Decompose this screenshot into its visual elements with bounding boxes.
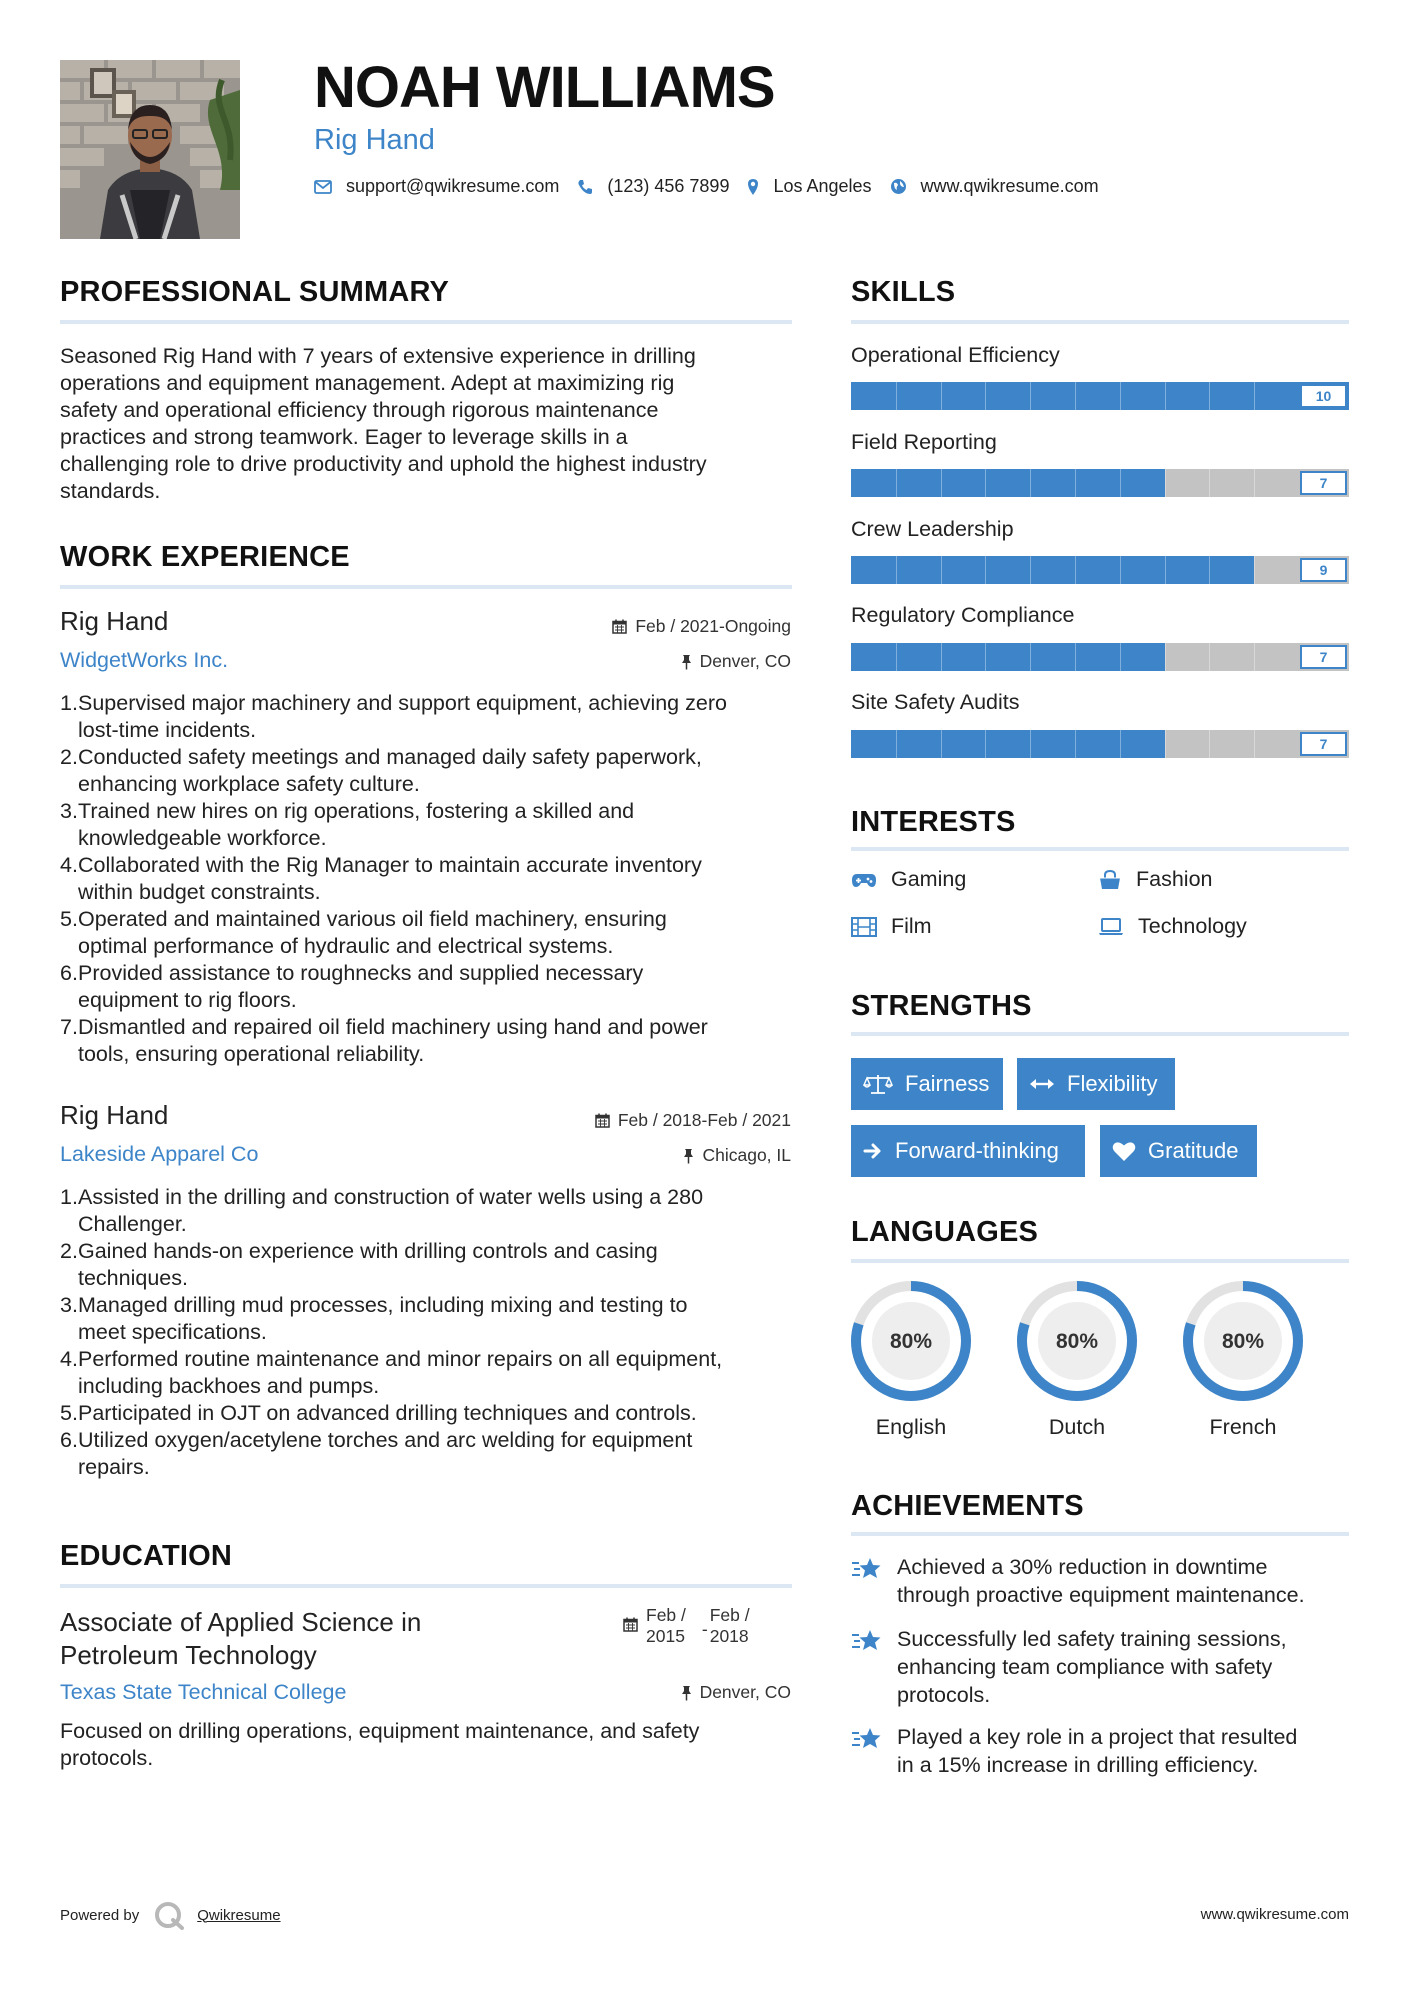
arrows-horizontal-icon <box>1029 1077 1055 1091</box>
bullet-number: 2. <box>60 745 78 769</box>
calendar-icon <box>595 1113 610 1128</box>
language-gauge-french <box>1181 1279 1305 1403</box>
skill-bar-fill <box>851 556 1254 584</box>
list-item <box>60 1427 800 1481</box>
date-end-year: 2018 <box>709 1626 749 1646</box>
shooting-star-icon <box>851 1725 883 1753</box>
skill-bar-segment <box>941 556 942 584</box>
skill-bar-segment <box>941 382 942 410</box>
date-separator: - <box>701 1619 708 1639</box>
degree-title <box>60 1606 421 1672</box>
skill-bar-segment <box>1254 556 1255 584</box>
laptop-icon <box>1098 918 1124 936</box>
skill-level-badge: 9 <box>1300 558 1347 582</box>
date-start-year: 2015 <box>646 1626 685 1646</box>
languages-heading: LANGUAGES <box>851 1216 1039 1248</box>
job-location-text: Denver, CO <box>699 651 791 671</box>
candidate-role: Rig Hand <box>314 124 435 156</box>
profile-photo-image <box>60 60 240 239</box>
skill-bar-segment <box>896 556 897 584</box>
skill-bar-segment <box>1075 643 1076 671</box>
interest-technology <box>1098 914 1247 939</box>
degree-line: Petroleum Technology <box>60 1640 317 1670</box>
film-icon <box>851 917 877 937</box>
strength-label: Flexibility <box>1067 1071 1158 1096</box>
list-item <box>60 1184 800 1238</box>
skill-label: Site Safety Audits <box>851 690 1020 714</box>
bullet-text <box>78 1184 703 1238</box>
school-name: Texas State Technical College <box>60 1680 347 1704</box>
job-company: WidgetWorks Inc. <box>60 648 229 672</box>
bullet-number: 3. <box>60 1293 78 1317</box>
skill-bar-segment <box>1254 469 1255 497</box>
skill-bar-segment <box>1030 469 1031 497</box>
job-location <box>681 651 791 672</box>
shooting-star-icon <box>851 1555 883 1583</box>
bullet-line: Assisted in the drilling and construction of water wells using a 280 <box>78 1185 704 1209</box>
interest-label: Gaming <box>891 867 967 891</box>
skill-label: Regulatory Compliance <box>851 603 1075 627</box>
bullet-line: Dismantled and repaired oil field machinery using hand and power <box>78 1015 708 1039</box>
bullet-number: 4. <box>60 1347 78 1371</box>
bullet-line: Conducted safety meetings and managed daily safety paperwork, <box>78 745 702 769</box>
skill-bar-segment <box>1030 382 1031 410</box>
skill-bar <box>851 469 1349 497</box>
skill-bar-segment <box>941 643 942 671</box>
summary-line: standards. <box>60 479 161 503</box>
bullet-line: equipment to rig floors. <box>78 988 297 1012</box>
education-heading: EDUCATION <box>60 1540 233 1572</box>
bullet-number: 5. <box>60 1401 78 1425</box>
qwikresume-logo-icon <box>153 1900 187 1930</box>
skill-bar-segment <box>1120 643 1121 671</box>
envelope-icon <box>314 180 332 194</box>
job-location <box>683 1145 791 1166</box>
language-gauge-english <box>849 1279 973 1403</box>
list-item <box>60 1014 800 1068</box>
phone-text: (123) 456 7899 <box>607 176 730 196</box>
date-start <box>646 1605 686 1647</box>
skill-bar-segment <box>1075 382 1076 410</box>
skill-level-badge: 7 <box>1300 645 1347 669</box>
skill-bar-segment <box>1209 730 1210 758</box>
skill-bar-segment <box>1075 469 1076 497</box>
bullet-text <box>78 1346 722 1400</box>
interest-label: Technology <box>1138 914 1247 938</box>
summary-line: Seasoned Rig Hand with 7 years of extensive experience in drilling <box>60 344 696 368</box>
education-description <box>60 1718 820 1772</box>
interests-heading: INTERESTS <box>851 806 1016 838</box>
bullet-line: Participated in OJT on advanced drilling techniques and controls. <box>78 1401 697 1425</box>
skill-bar-segment <box>1165 643 1166 671</box>
education-desc-line: Focused on drilling operations, equipment maintenance, and safety <box>60 1719 700 1743</box>
language-gauge-dutch <box>1015 1279 1139 1403</box>
skills-heading: SKILLS <box>851 276 956 308</box>
bullet-line: repairs. <box>78 1455 150 1479</box>
skill-level-badge: 7 <box>1300 732 1347 756</box>
summary-line: challenging role to drive productivity and uphold the highest industry <box>60 452 707 476</box>
bullet-text <box>78 1014 708 1068</box>
skill-label: Crew Leadership <box>851 517 1014 541</box>
strength-tag-gratitude <box>1100 1125 1257 1177</box>
education-date <box>623 1605 750 1647</box>
list-item <box>60 690 800 744</box>
achievements-heading: ACHIEVEMENTS <box>851 1490 1084 1522</box>
skill-bar-segment <box>896 469 897 497</box>
bullet-line: Managed drilling mud processes, including mixing and testing to <box>78 1293 688 1317</box>
experience-divider <box>60 585 792 589</box>
bullet-text <box>78 1400 697 1427</box>
skill-bar-segment <box>1120 469 1121 497</box>
skill-bar <box>851 730 1349 758</box>
job-date <box>595 1110 791 1131</box>
achievement-line: enhancing team compliance with safety <box>897 1655 1273 1679</box>
gamepad-icon <box>851 871 877 889</box>
pushpin-icon <box>681 654 692 670</box>
skill-bar-segment <box>985 730 986 758</box>
bullet-line: knowledgeable workforce. <box>78 826 327 850</box>
job-date-text: Feb / 2018-Feb / 2021 <box>617 1110 791 1130</box>
contact-location <box>747 176 871 197</box>
language-name: French <box>1209 1415 1277 1439</box>
list-item <box>60 1346 800 1400</box>
skill-label: Field Reporting <box>851 430 997 454</box>
skill-bar-segment <box>1165 469 1166 497</box>
strength-label: Forward-thinking <box>895 1138 1059 1163</box>
bullet-number: 1. <box>60 1185 78 1209</box>
skill-bar-segment <box>1030 730 1031 758</box>
bullet-line: meet specifications. <box>78 1320 267 1344</box>
skill-bar-segment <box>1075 730 1076 758</box>
bullet-number: 1. <box>60 691 78 715</box>
skill-bar <box>851 382 1349 410</box>
bullet-line: Operated and maintained various oil field machinery, ensuring <box>78 907 667 931</box>
bullet-number: 2. <box>60 1239 78 1263</box>
skill-bar-segment <box>985 469 986 497</box>
education-divider <box>60 1584 792 1588</box>
list-item <box>60 1238 800 1292</box>
achievement-text <box>897 1625 1287 1709</box>
job-location-text: Chicago, IL <box>702 1145 791 1165</box>
interest-film <box>851 914 932 939</box>
email-text: support@qwikresume.com <box>346 176 560 196</box>
skills-divider <box>851 320 1349 324</box>
bullet-number: 7. <box>60 1015 78 1039</box>
skill-bar <box>851 556 1349 584</box>
bullet-text <box>78 852 702 906</box>
education-location <box>681 1682 791 1703</box>
languages-divider <box>851 1259 1349 1263</box>
bullet-line: Supervised major machinery and support equipment, achieving zero <box>78 691 727 715</box>
skill-bar-fill <box>851 643 1165 671</box>
phone-icon <box>577 179 593 195</box>
skill-label: Operational Efficiency <box>851 343 1060 367</box>
bullet-line: Provided assistance to roughnecks and supplied necessary <box>78 961 644 985</box>
bullet-line: enhancing workplace safety culture. <box>78 772 420 796</box>
bullet-line: techniques. <box>78 1266 188 1290</box>
skill-bar-segment <box>1120 730 1121 758</box>
bullet-number: 4. <box>60 853 78 877</box>
strengths-divider <box>851 1032 1349 1036</box>
bullet-number: 5. <box>60 907 78 931</box>
bullet-line: Performed routine maintenance and minor repairs on all equipment, <box>78 1347 723 1371</box>
job-date <box>612 616 791 637</box>
list-item <box>60 1400 800 1427</box>
skill-bar-fill <box>851 730 1165 758</box>
bullet-line: including backhoes and pumps. <box>78 1374 380 1398</box>
pushpin-icon <box>681 1685 692 1701</box>
globe-icon <box>890 178 907 195</box>
bullet-number: 6. <box>60 961 78 985</box>
skill-level-badge: 7 <box>1300 471 1347 495</box>
strengths-heading: STRENGTHS <box>851 990 1032 1022</box>
achievement-text <box>897 1723 1297 1779</box>
bullet-line: within budget constraints. <box>78 880 321 904</box>
bullet-text <box>78 1238 658 1292</box>
summary-text <box>60 343 820 505</box>
achievement-line: Achieved a 30% reduction in downtime <box>897 1555 1268 1579</box>
bullet-line: lost-time incidents. <box>78 718 257 742</box>
skill-bar-segment <box>1030 556 1031 584</box>
powered-by-text: Powered by <box>60 1906 140 1924</box>
language-name: English <box>875 1415 947 1439</box>
list-item <box>60 744 800 798</box>
gauge-percent: 80% <box>1221 1330 1265 1353</box>
skill-bar-segment <box>896 730 897 758</box>
bullet-number: 6. <box>60 1428 78 1452</box>
contact-bar <box>314 176 1117 197</box>
skill-bar-segment <box>1075 556 1076 584</box>
date-start-month: Feb / <box>646 1605 686 1625</box>
job-title: Rig Hand <box>60 606 169 636</box>
summary-heading: PROFESSIONAL SUMMARY <box>60 276 450 308</box>
skill-bar-segment <box>1165 382 1166 410</box>
achievement-text <box>897 1553 1305 1609</box>
bullet-line: Collaborated with the Rig Manager to maintain accurate inventory <box>78 853 702 877</box>
strength-tag-fairness <box>851 1058 1003 1110</box>
interest-fashion <box>1098 867 1213 892</box>
list-item <box>60 906 800 960</box>
interest-label: Film <box>891 914 932 938</box>
bullet-line: Utilized oxygen/acetylene torches and arc welding for equipment <box>78 1428 693 1452</box>
skill-bar-segment <box>941 730 942 758</box>
skill-bar-segment <box>1254 382 1255 410</box>
summary-divider <box>60 320 792 324</box>
strength-label: Gratitude <box>1148 1138 1239 1163</box>
achievement-item <box>851 1723 1351 1779</box>
bullet-line: Gained hands-on experience with drilling controls and casing <box>78 1239 658 1263</box>
footer-website[interactable]: www.qwikresume.com <box>1200 1906 1349 1923</box>
skill-bar-segment <box>1209 643 1210 671</box>
summary-line: safety and operational efficiency through rigorous maintenance <box>60 398 659 422</box>
skill-bar-segment <box>896 382 897 410</box>
bullet-text <box>78 690 727 744</box>
skill-bar-segment <box>1209 382 1210 410</box>
job-bullets <box>60 690 800 1068</box>
bullet-line: Trained new hires on rig operations, fostering a skilled and <box>78 799 635 823</box>
skill-bar-segment <box>985 556 986 584</box>
job-title: Rig Hand <box>60 1100 169 1130</box>
skill-bar <box>851 643 1349 671</box>
job-date-text: Feb / 2021-Ongoing <box>635 616 791 636</box>
shopping-bag-icon <box>1098 870 1122 890</box>
education-location-text: Denver, CO <box>699 1682 791 1702</box>
skill-bar-segment <box>1120 556 1121 584</box>
summary-line: practices and strong teamwork. Eager to leverage skills in a <box>60 425 628 449</box>
strength-label: Fairness <box>905 1071 990 1096</box>
skill-bar-segment <box>985 643 986 671</box>
language-name: Dutch <box>1048 1415 1106 1439</box>
date-end <box>710 1605 750 1647</box>
pushpin-icon <box>683 1148 694 1164</box>
location-text: Los Angeles <box>773 176 872 196</box>
achievement-item <box>851 1625 1351 1709</box>
skill-bar-segment <box>1120 382 1121 410</box>
contact-email[interactable] <box>314 176 559 197</box>
skill-bar-segment <box>1030 643 1031 671</box>
website-text: www.qwikresume.com <box>920 176 1099 196</box>
bullet-text <box>78 1427 692 1481</box>
bullet-number: 3. <box>60 799 78 823</box>
achievement-line: Successfully led safety training sessions, <box>897 1627 1287 1651</box>
summary-line: operations and equipment management. Adept at maximizing rig <box>60 371 675 395</box>
skill-bar-segment <box>1254 730 1255 758</box>
achievement-line: protocols. <box>897 1683 991 1707</box>
heart-icon <box>1112 1141 1136 1162</box>
list-item <box>60 852 800 906</box>
skill-bar-segment <box>1254 643 1255 671</box>
contact-phone[interactable] <box>577 176 729 197</box>
job-company: Lakeside Apparel Co <box>60 1142 259 1166</box>
bullet-line: optimal performance of hydraulic and electrical systems. <box>78 934 614 958</box>
skill-bar-fill <box>851 382 1349 410</box>
shooting-star-icon <box>851 1627 883 1655</box>
job-bullets <box>60 1184 800 1481</box>
skill-level-badge: 10 <box>1300 384 1347 408</box>
skill-bar-segment <box>985 382 986 410</box>
bullet-line: Challenger. <box>78 1212 187 1236</box>
contact-website[interactable] <box>890 176 1099 197</box>
bullet-line: tools, ensuring operational reliability. <box>78 1042 425 1066</box>
list-item <box>60 960 800 1014</box>
experience-heading: WORK EXPERIENCE <box>60 541 350 573</box>
bullet-text <box>78 798 634 852</box>
bullet-text <box>78 960 643 1014</box>
bullet-text <box>78 1292 688 1346</box>
skill-bar-segment <box>896 643 897 671</box>
calendar-icon <box>612 619 627 634</box>
calendar-icon <box>623 1617 638 1632</box>
interest-gaming <box>851 867 966 892</box>
footer-powered-by <box>60 1900 281 1930</box>
strength-tag-forward-thinking <box>851 1125 1085 1177</box>
arrow-right-icon <box>863 1142 883 1160</box>
gauge-percent: 80% <box>1055 1330 1099 1353</box>
date-end-month: Feb / <box>709 1605 750 1625</box>
strength-tag-flexibility <box>1017 1058 1175 1110</box>
achievement-line: Played a key role in a project that resulted <box>897 1725 1298 1749</box>
list-item <box>60 1292 800 1346</box>
gauge-percent: 80% <box>889 1330 933 1353</box>
candidate-name: NOAH WILLIAMS <box>314 55 775 120</box>
achievement-line: through proactive equipment maintenance. <box>897 1583 1305 1607</box>
interests-divider <box>851 847 1349 851</box>
map-pin-icon <box>747 178 759 196</box>
bullet-text <box>78 906 667 960</box>
skill-bar-fill <box>851 469 1165 497</box>
footer-brand-link[interactable]: Qwikresume <box>197 1906 281 1924</box>
skill-bar-segment <box>1165 730 1166 758</box>
education-desc-line: protocols. <box>60 1746 154 1770</box>
achievement-line: in a 15% increase in drilling efficiency. <box>897 1753 1259 1777</box>
achievement-item <box>851 1553 1351 1609</box>
interest-label: Fashion <box>1136 867 1213 891</box>
bullet-text <box>78 744 702 798</box>
skill-bar-segment <box>1165 556 1166 584</box>
scale-icon <box>863 1073 893 1095</box>
skill-bar-segment <box>1209 556 1210 584</box>
degree-line: Associate of Applied Science in <box>60 1607 422 1637</box>
achievements-divider <box>851 1532 1349 1536</box>
list-item <box>60 798 800 852</box>
skill-bar-segment <box>1209 469 1210 497</box>
profile-photo <box>60 60 240 239</box>
skill-bar-segment <box>941 469 942 497</box>
